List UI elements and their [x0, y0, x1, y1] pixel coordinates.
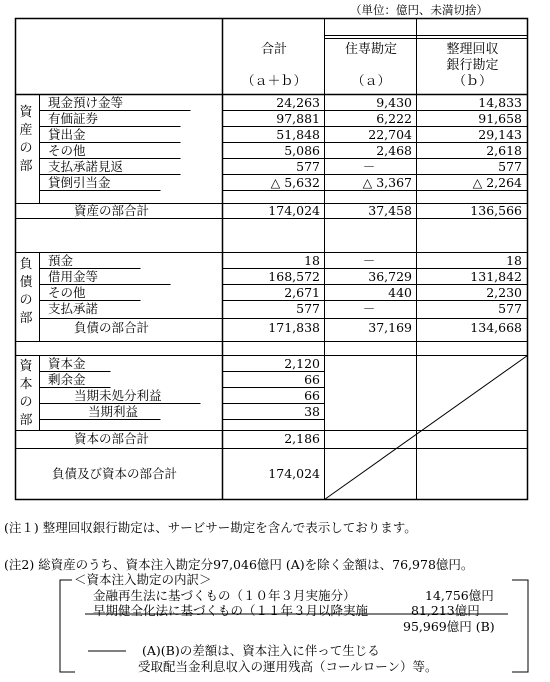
header-seiri: 整理回収: [446, 42, 499, 57]
breakdown-item-2-value: 81,213億円: [411, 603, 480, 618]
breakdown-item-2-label: 早期健全化法に基づくもの（１１年３月以降実施: [93, 603, 369, 618]
asset-subtotal-label: 資産の部合計: [74, 203, 150, 218]
note-1: (注１) 整理回収銀行勘定は、サービサー勘定を含んで表示しております。: [4, 520, 417, 535]
capital-subtotal-total: 2,186: [284, 431, 320, 446]
header-seiri-2: 銀行勘定: [446, 58, 499, 73]
section-label-liabilities: 負 債 の 部: [19, 257, 33, 326]
section-label-capital: 資 本 の 部: [19, 359, 33, 428]
liability-total: 577: [296, 301, 320, 316]
capital-total: 38: [304, 404, 320, 419]
liability-jusen: 36,729: [368, 269, 412, 284]
capital-label: 当期利益: [88, 404, 139, 419]
liability-total: 18: [304, 253, 320, 268]
asset-subtotal-total: 174,024: [268, 203, 320, 218]
header-jusen-formula: （ａ）: [351, 74, 391, 89]
breakdown-title: ＜資本注入勘定の内訳＞: [74, 572, 212, 587]
section-label-assets: 資 産 の 部: [19, 105, 33, 174]
header-total-formula: （ａ＋ｂ）: [241, 74, 307, 89]
asset-total: 24,263: [276, 95, 320, 110]
difference-note-1: (A)(B)の差額は、資本注入に伴って生じる: [142, 643, 380, 658]
note-2: (注2) 総資産のうち、資本注入勘定分97,046億円 (A)を除く金額は、76,978億円。: [4, 557, 474, 572]
capital-label: 当期未処分利益: [74, 388, 162, 403]
capital-total: 2,120: [284, 356, 320, 371]
asset-label: 貸倒引当金: [48, 175, 111, 190]
asset-total: △ 5,632: [270, 175, 320, 190]
liability-subtotal-seiri: 134,668: [470, 320, 522, 335]
asset-jusen: －: [362, 159, 376, 174]
asset-subtotal-jusen: 37,458: [368, 203, 412, 218]
asset-jusen: 6,222: [376, 111, 412, 126]
liability-jusen: 440: [388, 285, 412, 300]
asset-jusen: 2,468: [376, 143, 412, 158]
asset-seiri: △ 2,264: [472, 175, 522, 190]
liability-jusen: －: [362, 301, 376, 316]
capital-subtotal-label: 資本の部合計: [74, 431, 150, 446]
breakdown-total: 95,969億円 (B): [403, 619, 495, 634]
asset-total: 5,086: [284, 143, 320, 158]
capital-label: 資本金: [48, 356, 86, 371]
header-total: 合計: [260, 42, 287, 57]
asset-seiri: 577: [498, 159, 522, 174]
asset-seiri: 91,658: [478, 111, 522, 126]
asset-total: 51,848: [276, 127, 320, 142]
liability-jusen: －: [362, 253, 376, 268]
grand-total-label: 負債及び資本の部合計: [52, 466, 178, 481]
capital-total: 66: [304, 388, 320, 403]
asset-label: 現金預け金等: [48, 95, 124, 110]
header-seiri-formula: （ｂ）: [452, 74, 492, 89]
asset-label: その他: [48, 143, 86, 158]
liability-label: 借用金等: [48, 269, 99, 284]
asset-label: 有価証券: [48, 111, 99, 126]
asset-jusen: △ 3,367: [362, 175, 412, 190]
asset-label: 支払承諾見返: [48, 159, 124, 174]
asset-seiri: 14,833: [478, 95, 522, 110]
breakdown-item-1-label: 金融再生法に基づくもの（１０年３月実施分）: [93, 588, 356, 603]
difference-note-2: 受取配当金利息収入の運用残高（コールローン）等。: [138, 659, 438, 674]
liability-subtotal-label: 負債の部合計: [74, 320, 150, 335]
liability-label: その他: [48, 285, 86, 300]
header-jusen: 住専勘定: [344, 42, 397, 57]
asset-label: 貸出金: [48, 127, 86, 142]
grand-total-value: 174,024: [268, 466, 320, 481]
asset-total: 97,881: [276, 111, 320, 126]
liability-seiri: 577: [498, 301, 522, 316]
breakdown-item-1-value: 14,756億円: [425, 588, 494, 603]
asset-jusen: 9,430: [376, 95, 412, 110]
asset-jusen: 22,704: [368, 127, 412, 142]
liability-total: 168,572: [268, 269, 320, 284]
liability-total: 2,671: [284, 285, 320, 300]
asset-subtotal-seiri: 136,566: [470, 203, 522, 218]
capital-label: 剰余金: [48, 372, 86, 387]
liability-seiri: 18: [506, 253, 522, 268]
asset-total: 577: [296, 159, 320, 174]
asset-seiri: 2,618: [486, 143, 522, 158]
liability-subtotal-total: 171,838: [268, 320, 320, 335]
asset-seiri: 29,143: [478, 127, 522, 142]
capital-total: 66: [304, 372, 320, 387]
liability-label: 支払承諾: [48, 301, 99, 316]
liability-subtotal-jusen: 37,169: [368, 320, 412, 335]
unit-note: （単位：億円、未満切捨）: [350, 3, 488, 17]
liability-seiri: 2,230: [486, 285, 522, 300]
liability-seiri: 131,842: [470, 269, 522, 284]
liability-label: 預金: [48, 253, 74, 268]
